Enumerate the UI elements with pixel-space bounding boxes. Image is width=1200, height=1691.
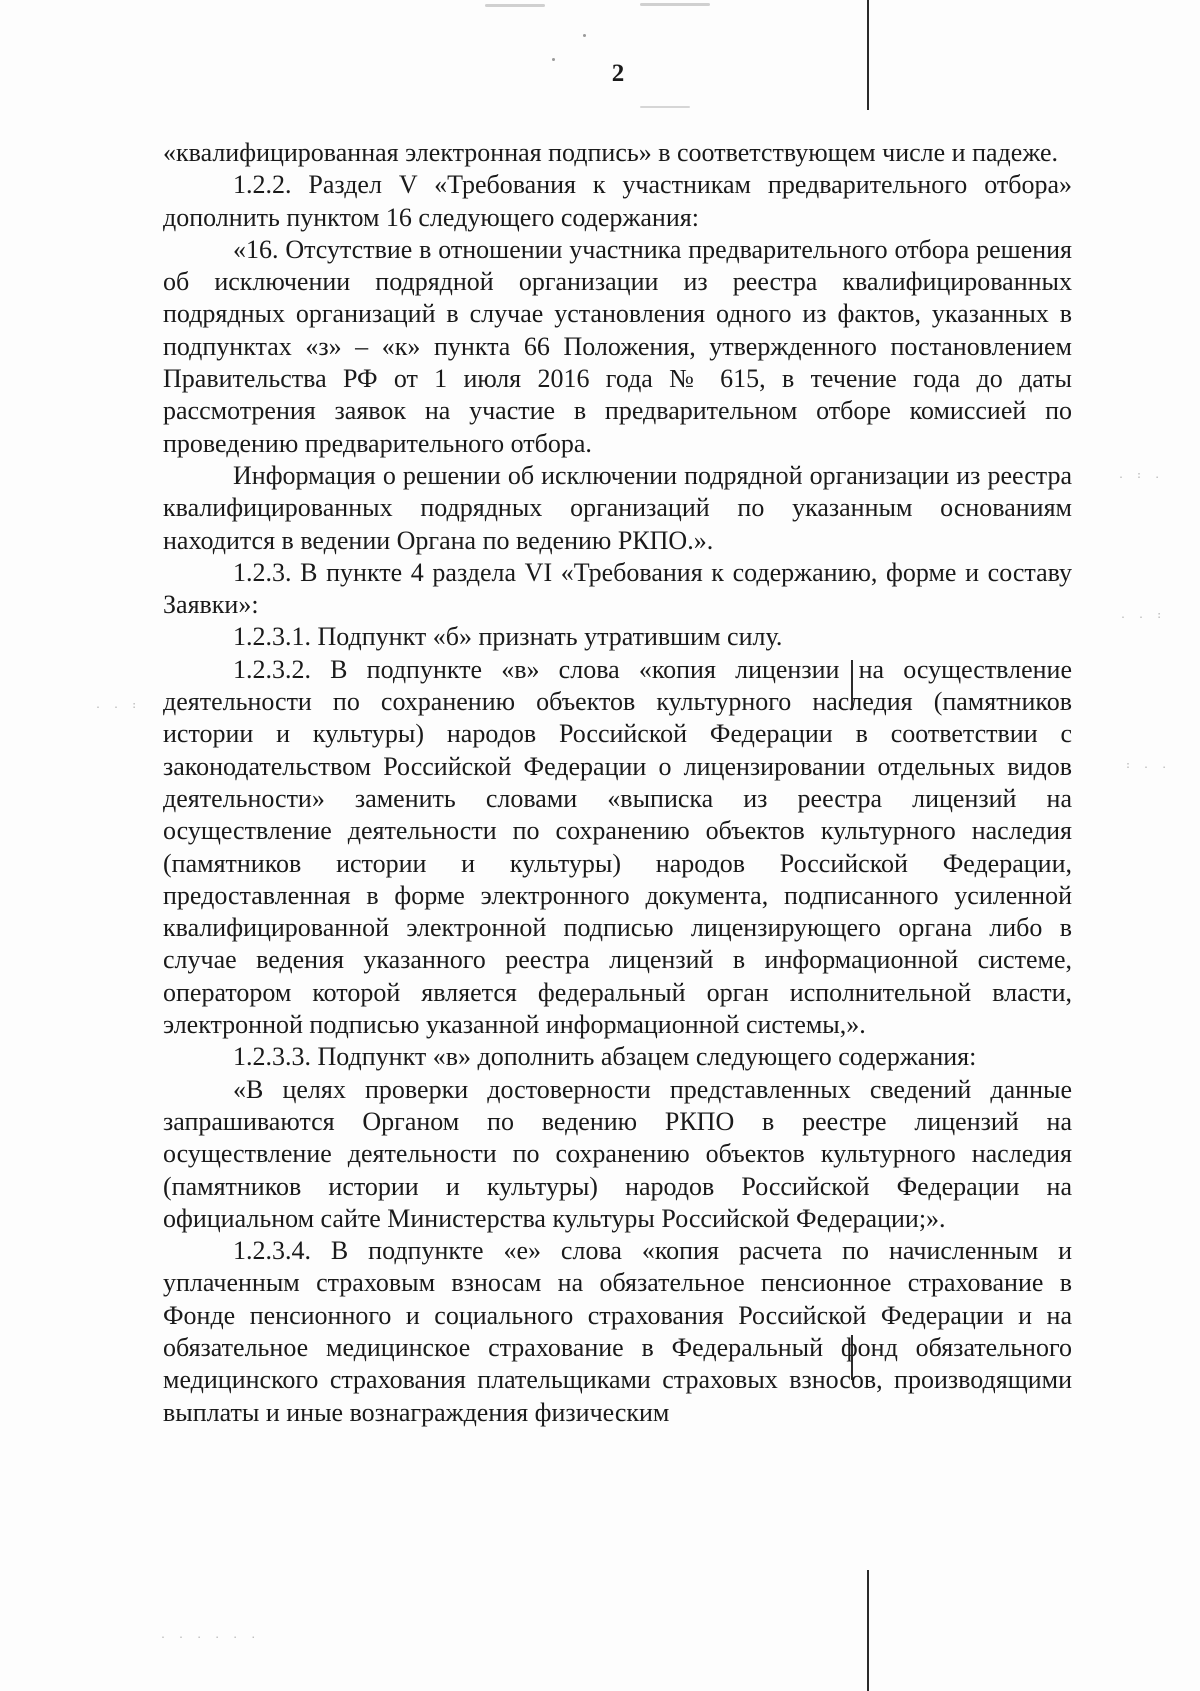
paragraph: «16. Отсутствие в отношении участника предварительного отбора решения об исключении подрядной организации из реестра квалифицированных подрядных организаций в случае установления одного из фактов, указанных в подпунктах «з» – «к» пункта 66 Положения, утвержденного постановлением Правительства РФ от 1 июля 2016 года № 615, в течение года до даты рассмотрения заявок на участие в предварительном отборе комиссией по проведению предварительного отбора. — [163, 234, 1072, 458]
scan-speck — [640, 3, 710, 6]
paragraph: 1.2.3.1. Подпункт «б» признать утратившим силу. — [233, 622, 783, 652]
scan-speck — [485, 4, 545, 7]
paragraph: 1.2.3.3. Подпункт «в» дополнить абзацем следующего содержания: — [233, 1042, 977, 1072]
scan-speck — [583, 34, 586, 37]
paragraph: Информация о решении об исключении подрядной организации из реестра квалифицированных подрядных организаций по указанным основаниям находится в ведении Органа по ведению РКПО.». — [163, 460, 1072, 555]
scan-noise: . . : — [95, 700, 141, 711]
page-number: 2 — [611, 60, 625, 87]
scan-noise: . . . . . . — [160, 1630, 260, 1641]
scan-binding-line-bottom — [867, 1570, 869, 1691]
paragraph: 1.2.2. Раздел V «Требования к участникам предварительного отбора» дополнить пунктом 16 следующего содержания: — [163, 170, 1072, 232]
document-body — [163, 137, 1072, 1429]
scan-noise: . : . — [1118, 470, 1164, 481]
paragraph: 1.2.3. В пункте 4 раздела VI «Требования к содержанию, форме и составу Заявки»: — [163, 557, 1072, 620]
paragraph: «квалифицированная электронная подпись» в соответствующем числе и падеже. — [163, 138, 1058, 167]
scan-binding-line-top — [867, 0, 869, 110]
scan-noise: : . . — [1125, 760, 1171, 771]
paragraph: 1.2.3.2. В подпункте «в» слова «копия лицензии на осуществление деятельности по сохранению объектов культурного наследия (памятников истории и культуры) народов Российской Федерации в соответствии с законодательством Российской Федерации о лицензировании отдельных видов деятельности» заменить словами «выписка из реестра лицензий на осуществление деятельности по сохранению объектов культурного наследия (памятников истории и культуры) народов Российской Федерации, предоставленная в форме электронного документа, подписанного усиленной квалифицированной электронной подписью лицензирующего органа либо в случае ведения указанного реестра лицензий в информационной системе, оператором которой является федеральный орган исполнительной власти, электронной подписью указанной информационной системы,». — [163, 654, 1072, 1040]
scan-noise: . . : — [1120, 610, 1166, 621]
paragraph: «В целях проверки достоверности представленных сведений данные запрашиваются Органом по ведению РКПО в реестре лицензий на осуществление деятельности по сохранению объектов культурного наследия (памятников истории и культуры) народов Российской Федерации на официальном сайте Министерства культуры Российской Федерации;». — [163, 1074, 1072, 1233]
scan-speck — [640, 106, 690, 108]
paragraph: 1.2.3.4. В подпункте «е» слова «копия расчета по начисленным и уплаченным страховым взносам на обязательное пенсионное страхование в Фонде пенсионного и социального страхования Российской Федерации и на обязательное медицинское страхование в Федеральный фонд обязательного медицинского страхования плательщиками страховых взносов, производящими выплаты и иные вознаграждения физическим — [163, 1236, 1072, 1427]
